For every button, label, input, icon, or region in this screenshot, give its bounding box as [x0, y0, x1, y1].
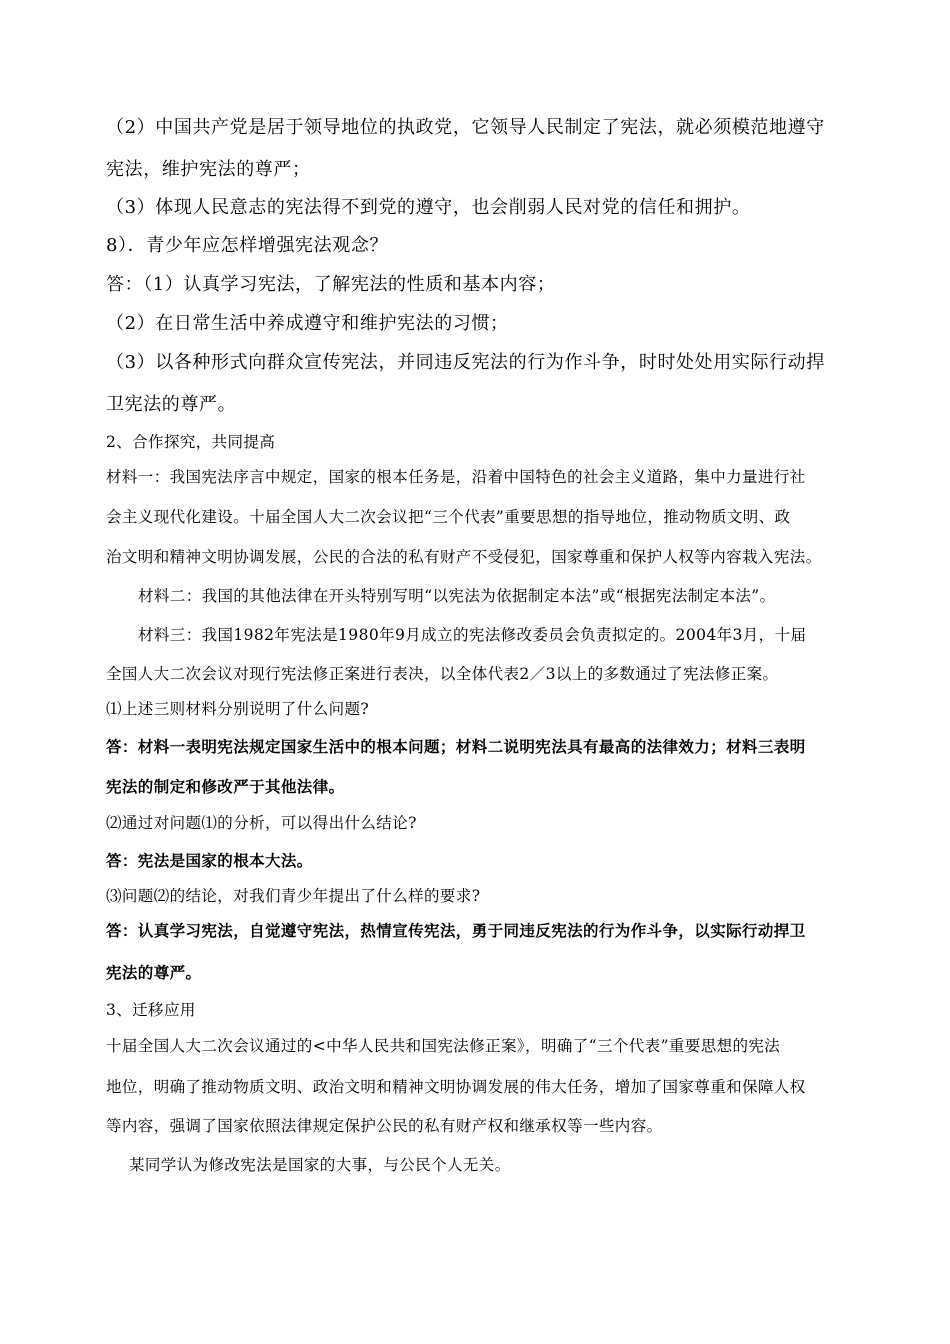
application-text-line-2: 地位，明确了推动物质文明、政治文明和精神文明协调发展的伟大任务，增加了国家尊重和保障人权 — [106, 1078, 806, 1096]
material-1-line-3: 治文明和精神文明协调发展，公民的合法的私有财产不受侵犯，国家尊重和保护人权等内容栽入宪法。 — [106, 548, 822, 566]
question-3-answer-line-2: 宪法的尊严。 — [106, 963, 202, 982]
material-1-line-1: 材料一：我国宪法序言中规定，国家的根本任务是，沿着中国特色的社会主义道路，集中力量进行社 — [106, 468, 806, 486]
section-2-heading: 2、合作探究，共同提高 — [106, 433, 276, 451]
question-8-answer-1: 答：（1）认真学习宪法，了解宪法的性质和基本内容； — [106, 274, 556, 295]
question-8-answer-3-line-1: （3）以各种形式向群众宣传宪法，并同违反宪法的行为作斗争，时时处处用实际行动捍 — [106, 352, 825, 373]
material-3-line-1: 材料三：我国1982年宪法是1980年9月成立的宪法修改委员会负责拟定的。2004年3月，十届 — [138, 626, 807, 644]
material-3-line-2: 全国人大二次会议对现行宪法修正案进行表决，以全体代表2／3以上的多数通过了宪法修正案。 — [106, 665, 779, 683]
question-2-answer: 答：宪法是国家的根本大法。 — [106, 851, 313, 870]
answer-point-2-line-2: 宪法，维护宪法的尊严； — [106, 159, 311, 180]
answer-point-3: （3）体现人民意志的宪法得不到党的遵守，也会削弱人民对党的信任和拥护。 — [106, 197, 751, 218]
question-8-answer-3-line-2: 卫宪法的尊严。 — [106, 394, 237, 415]
application-text-line-1: 十届全国人大二次会议通过的<中华人民共和国宪法修正案》，明确了“三个代表”重要思想的宪法 — [106, 1037, 781, 1055]
material-2: 材料二：我国的其他法律在开头特别写明“以宪法为依据制定本法”或“根据宪法制定本法”。 — [138, 587, 776, 605]
question-1-answer-line-1: 答：材料一表明宪法规定国家生活中的根本问题；材料二说明宪法具有最高的法律效力；材料三表明 — [106, 737, 806, 756]
student-opinion: 某同学认为修改宪法是国家的大事，与公民个人无关。 — [129, 1156, 511, 1174]
answer-point-2-line-1: （2）中国共产党是居于领导地位的执政党，它领导人民制定了宪法，就必须模范地遵守 — [106, 117, 825, 138]
question-3-answer-line-1: 答：认真学习宪法，自觉遵守宪法，热情宣传宪法，勇于同违反宪法的行为作斗争，以实际行动捍卫 — [106, 921, 806, 940]
section-3-heading: 3、迁移应用 — [106, 1001, 196, 1019]
question-1-answer-line-2: 宪法的制定和修改严于其他法律。 — [106, 777, 345, 796]
question-8-heading: 8）．青少年应怎样增强宪法观念？ — [106, 235, 389, 256]
question-1: ⑴上述三则材料分别说明了什么问题? — [106, 700, 370, 718]
material-1-line-2: 会主义现代化建设。十届全国人大二次会议把“三个代表”重要思想的指导地位，推动物质文明、政 — [106, 508, 791, 526]
question-8-answer-2: （2）在日常生活中养成遵守和维护宪法的习惯； — [106, 313, 509, 334]
question-2: ⑵通过对问题⑴的分析，可以得出什么结论? — [106, 814, 417, 832]
question-3: ⑶问题⑵的结论，对我们青少年提出了什么样的要求? — [106, 887, 481, 905]
application-text-line-3: 等内容，强调了国家依照法律规定保护公民的私有财产权和继承权等一些内容。 — [106, 1117, 663, 1135]
